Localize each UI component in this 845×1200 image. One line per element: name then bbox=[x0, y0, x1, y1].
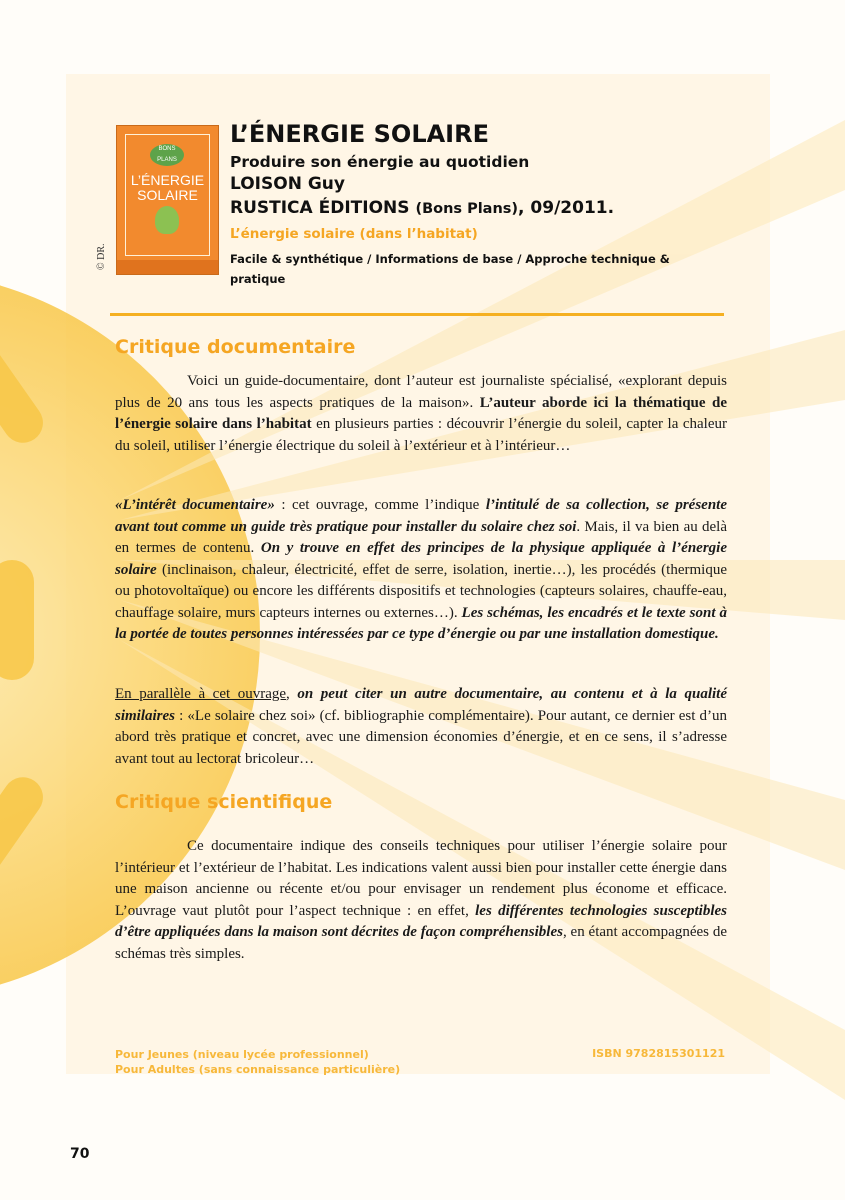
book-cover-image bbox=[116, 125, 219, 275]
paragraph-4: Ce documentaire indique des conseils techniques pour utiliser l’énergie solaire pour l’intérieur et l’extérieur de l’habitat. Les indications valent aussi bien pour installer cette énergie dans une maison ancienne ou récente et/ou pour envisager un rendement plus économe et efficace. L’ouvrage vaut plutôt pour l’aspect technique : en effet, les différentes technologies susceptibles d’être appliquées dans la maison sont décrites de façon compréhensibles, en étant accompagnées de schémas très simples. bbox=[115, 838, 727, 962]
audience-footer bbox=[115, 1047, 400, 1077]
cover-bottom-strip bbox=[117, 260, 218, 274]
book-title: L’ÉNERGIE SOLAIRE bbox=[230, 120, 489, 148]
header-divider bbox=[110, 313, 724, 316]
book-subtitle: Produire son énergie au quotidien bbox=[230, 153, 530, 171]
book-publisher: RUSTICA ÉDITIONS (Bons Plans), 09/2011. bbox=[230, 198, 615, 218]
lightbulb-icon bbox=[155, 206, 179, 234]
book-author: LOISON Guy bbox=[230, 174, 345, 194]
paragraph-1: Voici un guide-documentaire, dont l’auteur est journaliste spécialisé, «explorant depuis plus de 20 ans tous les aspects pratiques de la maison». L’auteur aborde ici la thématique de l’énergie solaire dans l’habitat en plusieurs parties : découvrir l’énergie du soleil, capter la chaleur du soleil, utiliser l’énergie électrique du soleil à l’extérieur et à l’intérieur… bbox=[115, 373, 727, 454]
book-theme: L’énergie solaire (dans l’habitat) bbox=[230, 226, 478, 242]
section-title-documentaire: Critique documentaire bbox=[115, 336, 356, 358]
book-header bbox=[230, 120, 730, 289]
paragraph-2: «L’intérêt documentaire» : cet ouvrage, comme l’indique l’intitulé de sa collection, se présente avant tout comme un guide très pratique pour installer du solaire chez soi. Mais, il va bien au delà en termes de contenu. On y trouve en effet des principes de la physique appliquée à l’énergie solaire (inclinaison, chaleur, électricité, effet de serre, isolation, inertie…), les procédés (thermique ou photovoltaïque) ou encore les différents dispositifs et technologies (capteurs solaires, chauffe-eau, chauffage solaire, murs capteurs internes ou externes…). Les schémas, les encadrés et le texte sont à la portée de toutes personnes intéressées par ce type d’énergie ou par une installation domestique. bbox=[115, 497, 727, 642]
isbn: ISBN 9782815301121 bbox=[592, 1047, 725, 1060]
cover-badge: BONS PLANS bbox=[150, 144, 184, 166]
audience-line-1: Pour Jeunes (niveau lycée professionnel) bbox=[115, 1048, 369, 1061]
section-title-scientifique: Critique scientifique bbox=[115, 791, 333, 813]
page-number: 70 bbox=[70, 1146, 90, 1162]
book-keywords: Facile & synthétique / Informations de base / Approche technique & pratique bbox=[230, 252, 670, 286]
photo-credit: © DR. bbox=[96, 243, 107, 270]
paragraph-3: En parallèle à cet ouvrage, on peut citer un autre documentaire, au contenu et à la qualité similaires : «Le solaire chez soi» (cf. bibliographie complémentaire). Pour autant, ce dernier est d’un abord très pratique et concret, avec une dimension économies d’énergie, et en ce sens, il s’adresse avant tout au lectorat bricoleur… bbox=[115, 686, 727, 767]
audience-line-2: Pour Adultes (sans connaissance particulière) bbox=[115, 1063, 401, 1076]
cover-title: L’ÉNERGIE SOLAIRE bbox=[130, 172, 205, 203]
